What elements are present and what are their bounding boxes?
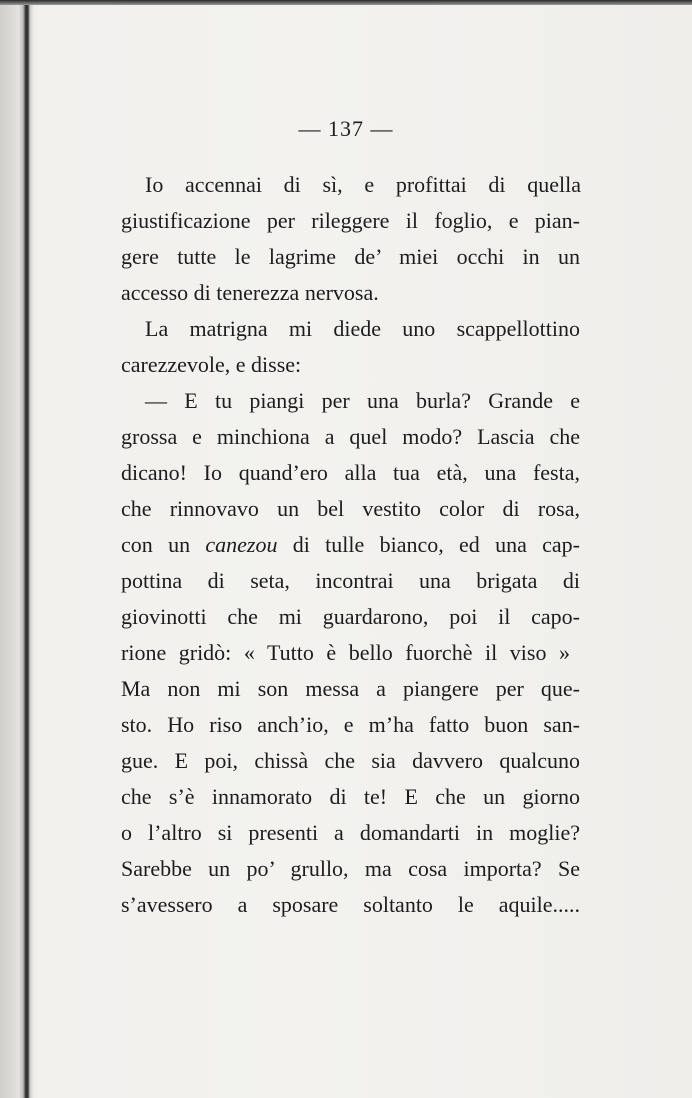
text-line: gue. E poi, chissà che sia davvero qualcuno — [121, 748, 580, 773]
text-line: gere tutte le lagrime de’ miei occhi in un — [121, 244, 580, 269]
text-line: La matrigna mi diede uno scappellottino — [145, 316, 580, 341]
text-line: accesso di tenerezza nervosa. — [121, 280, 379, 305]
italic-word: canezou — [205, 532, 278, 557]
text-line: — E tu piangi per una burla? Grande e — [145, 388, 580, 413]
text-line: grossa e minchiona a quel modo? Lascia che — [121, 424, 580, 449]
page-number: — 137 — — [298, 116, 394, 141]
text-line: Ma non mi son messa a piangere per que- — [121, 676, 580, 701]
text-line: sto. Ho riso anch’io, e m’ha fatto buon san- — [121, 712, 580, 737]
text-line: Io accennai di sì, e profittai di quella — [145, 172, 581, 197]
text-line — [121, 532, 580, 558]
text-line: giustificazione per rileggere il foglio, e pian- — [121, 208, 580, 233]
text-line: s’avessero a sposare soltanto le aquile..... — [121, 892, 580, 917]
text-segment: con un — [121, 532, 206, 557]
text-line: che rinnovavo un bel vestito color di rosa, — [121, 496, 580, 521]
text-line: dicano! Io quand’ero alla tua età, una festa, — [121, 460, 580, 485]
text-line: giovinotti che mi guardarono, poi il capo- — [121, 604, 580, 629]
text-line: o l’altro si presenti a domandarti in moglie? — [121, 820, 580, 845]
text-line: Sarebbe un po’ grullo, ma cosa importa? Se — [121, 856, 580, 881]
text-line: carezzevole, e disse: — [121, 352, 302, 377]
text-segment: di tulle bianco, ed una cap- — [277, 532, 581, 557]
text-line: che s’è innamorato di te! E che un giorno — [121, 784, 580, 809]
text-line: rione gridò: « Tutto è bello fuorchè il viso » — [121, 640, 570, 665]
text-line: pottina di seta, incontrai una brigata di — [121, 568, 580, 593]
